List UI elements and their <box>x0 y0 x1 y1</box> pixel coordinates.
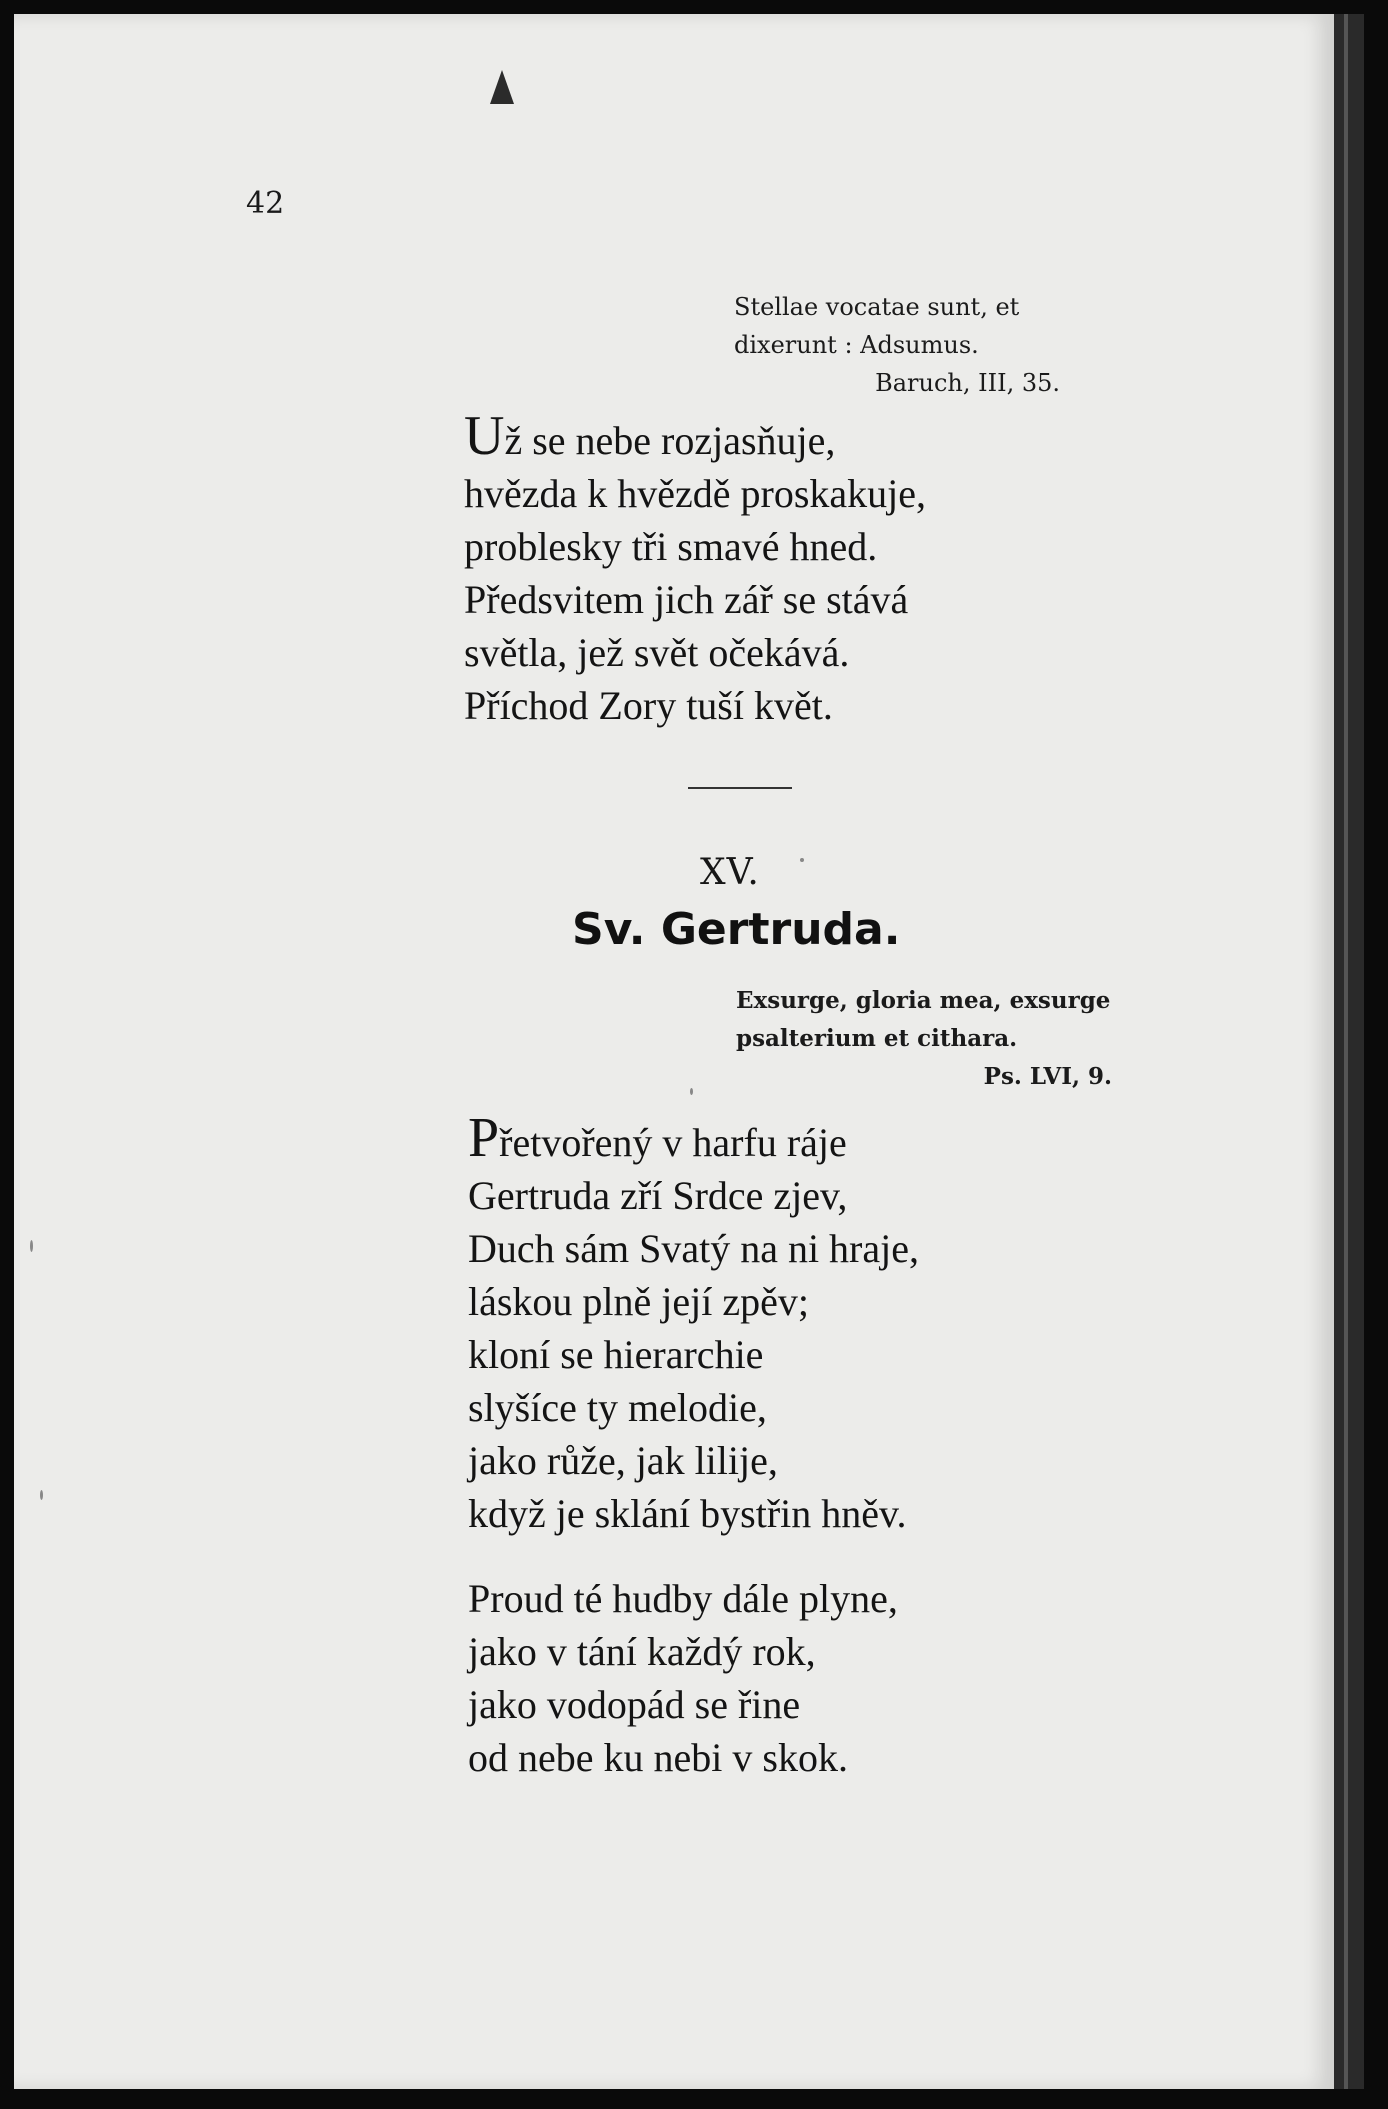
scan-edge <box>1334 14 1364 2089</box>
verse-line: jako růže, jak lilije, <box>468 1438 778 1483</box>
epigraph-source: Baruch, III, 35. <box>875 369 1060 397</box>
scan-speck <box>40 1490 43 1500</box>
scan-speck <box>690 1088 693 1095</box>
verse-line: Gertruda zří Srdce zjev, <box>468 1173 848 1218</box>
verse-text: řetvořený v harfu ráje <box>499 1120 847 1165</box>
section-number: XV. <box>700 852 760 893</box>
epigraph-line: dixerunt : Adsumus. <box>734 331 979 359</box>
verse-line: Předsvitem jich zář se stává <box>464 577 909 622</box>
stanza-1 <box>464 405 927 732</box>
verse-line: když je sklání bystřin hněv. <box>468 1491 907 1536</box>
verse-line <box>464 405 926 467</box>
epigraph-line: psalterium et cithara. <box>736 1025 1018 1052</box>
verse-line: jako v tání každý rok, <box>468 1629 816 1674</box>
stanza-2 <box>468 1107 919 1540</box>
verse-line <box>468 1107 919 1169</box>
verse-line: Duch sám Svatý na ni hraje, <box>468 1226 919 1271</box>
epigraph-baruch <box>734 288 1060 402</box>
scan-speck <box>800 858 804 862</box>
verse-line: slyšíce ty melodie, <box>468 1385 767 1430</box>
verse-line: hvězda k hvězdě proskakuje, <box>464 471 927 516</box>
page-number: 42 <box>246 186 285 221</box>
scan-speck <box>30 1240 33 1252</box>
epigraph-psalm <box>736 982 1112 1096</box>
verse-line: světla, jež svět očekává. <box>464 630 850 675</box>
stanza-3 <box>468 1572 898 1784</box>
dropcap: P <box>468 1107 500 1169</box>
verse-line: problesky tři smavé hned. <box>464 524 878 569</box>
poem-title: Sv. Gertruda. <box>572 904 901 955</box>
verse-line: Proud té hudby dále plyne, <box>468 1576 898 1621</box>
verse-text: ž se nebe rozjasňuje, <box>504 418 836 463</box>
epigraph-line: Exsurge, gloria mea, exsurge <box>736 987 1111 1014</box>
ink-mark <box>490 70 514 104</box>
verse-line: Příchod Zory tuší květ. <box>464 683 833 728</box>
epigraph-source: Ps. LVI, 9. <box>983 1063 1112 1090</box>
verse-line: jako vodopád se řine <box>468 1682 801 1727</box>
verse-line: od nebe ku nebi v skok. <box>468 1735 848 1780</box>
section-divider <box>688 787 792 789</box>
epigraph-line: Stellae vocatae sunt, et <box>734 293 1020 321</box>
verse-line: láskou plně její zpěv; <box>468 1279 810 1324</box>
dropcap: U <box>464 405 505 467</box>
verse-line: kloní se hierarchie <box>468 1332 764 1377</box>
